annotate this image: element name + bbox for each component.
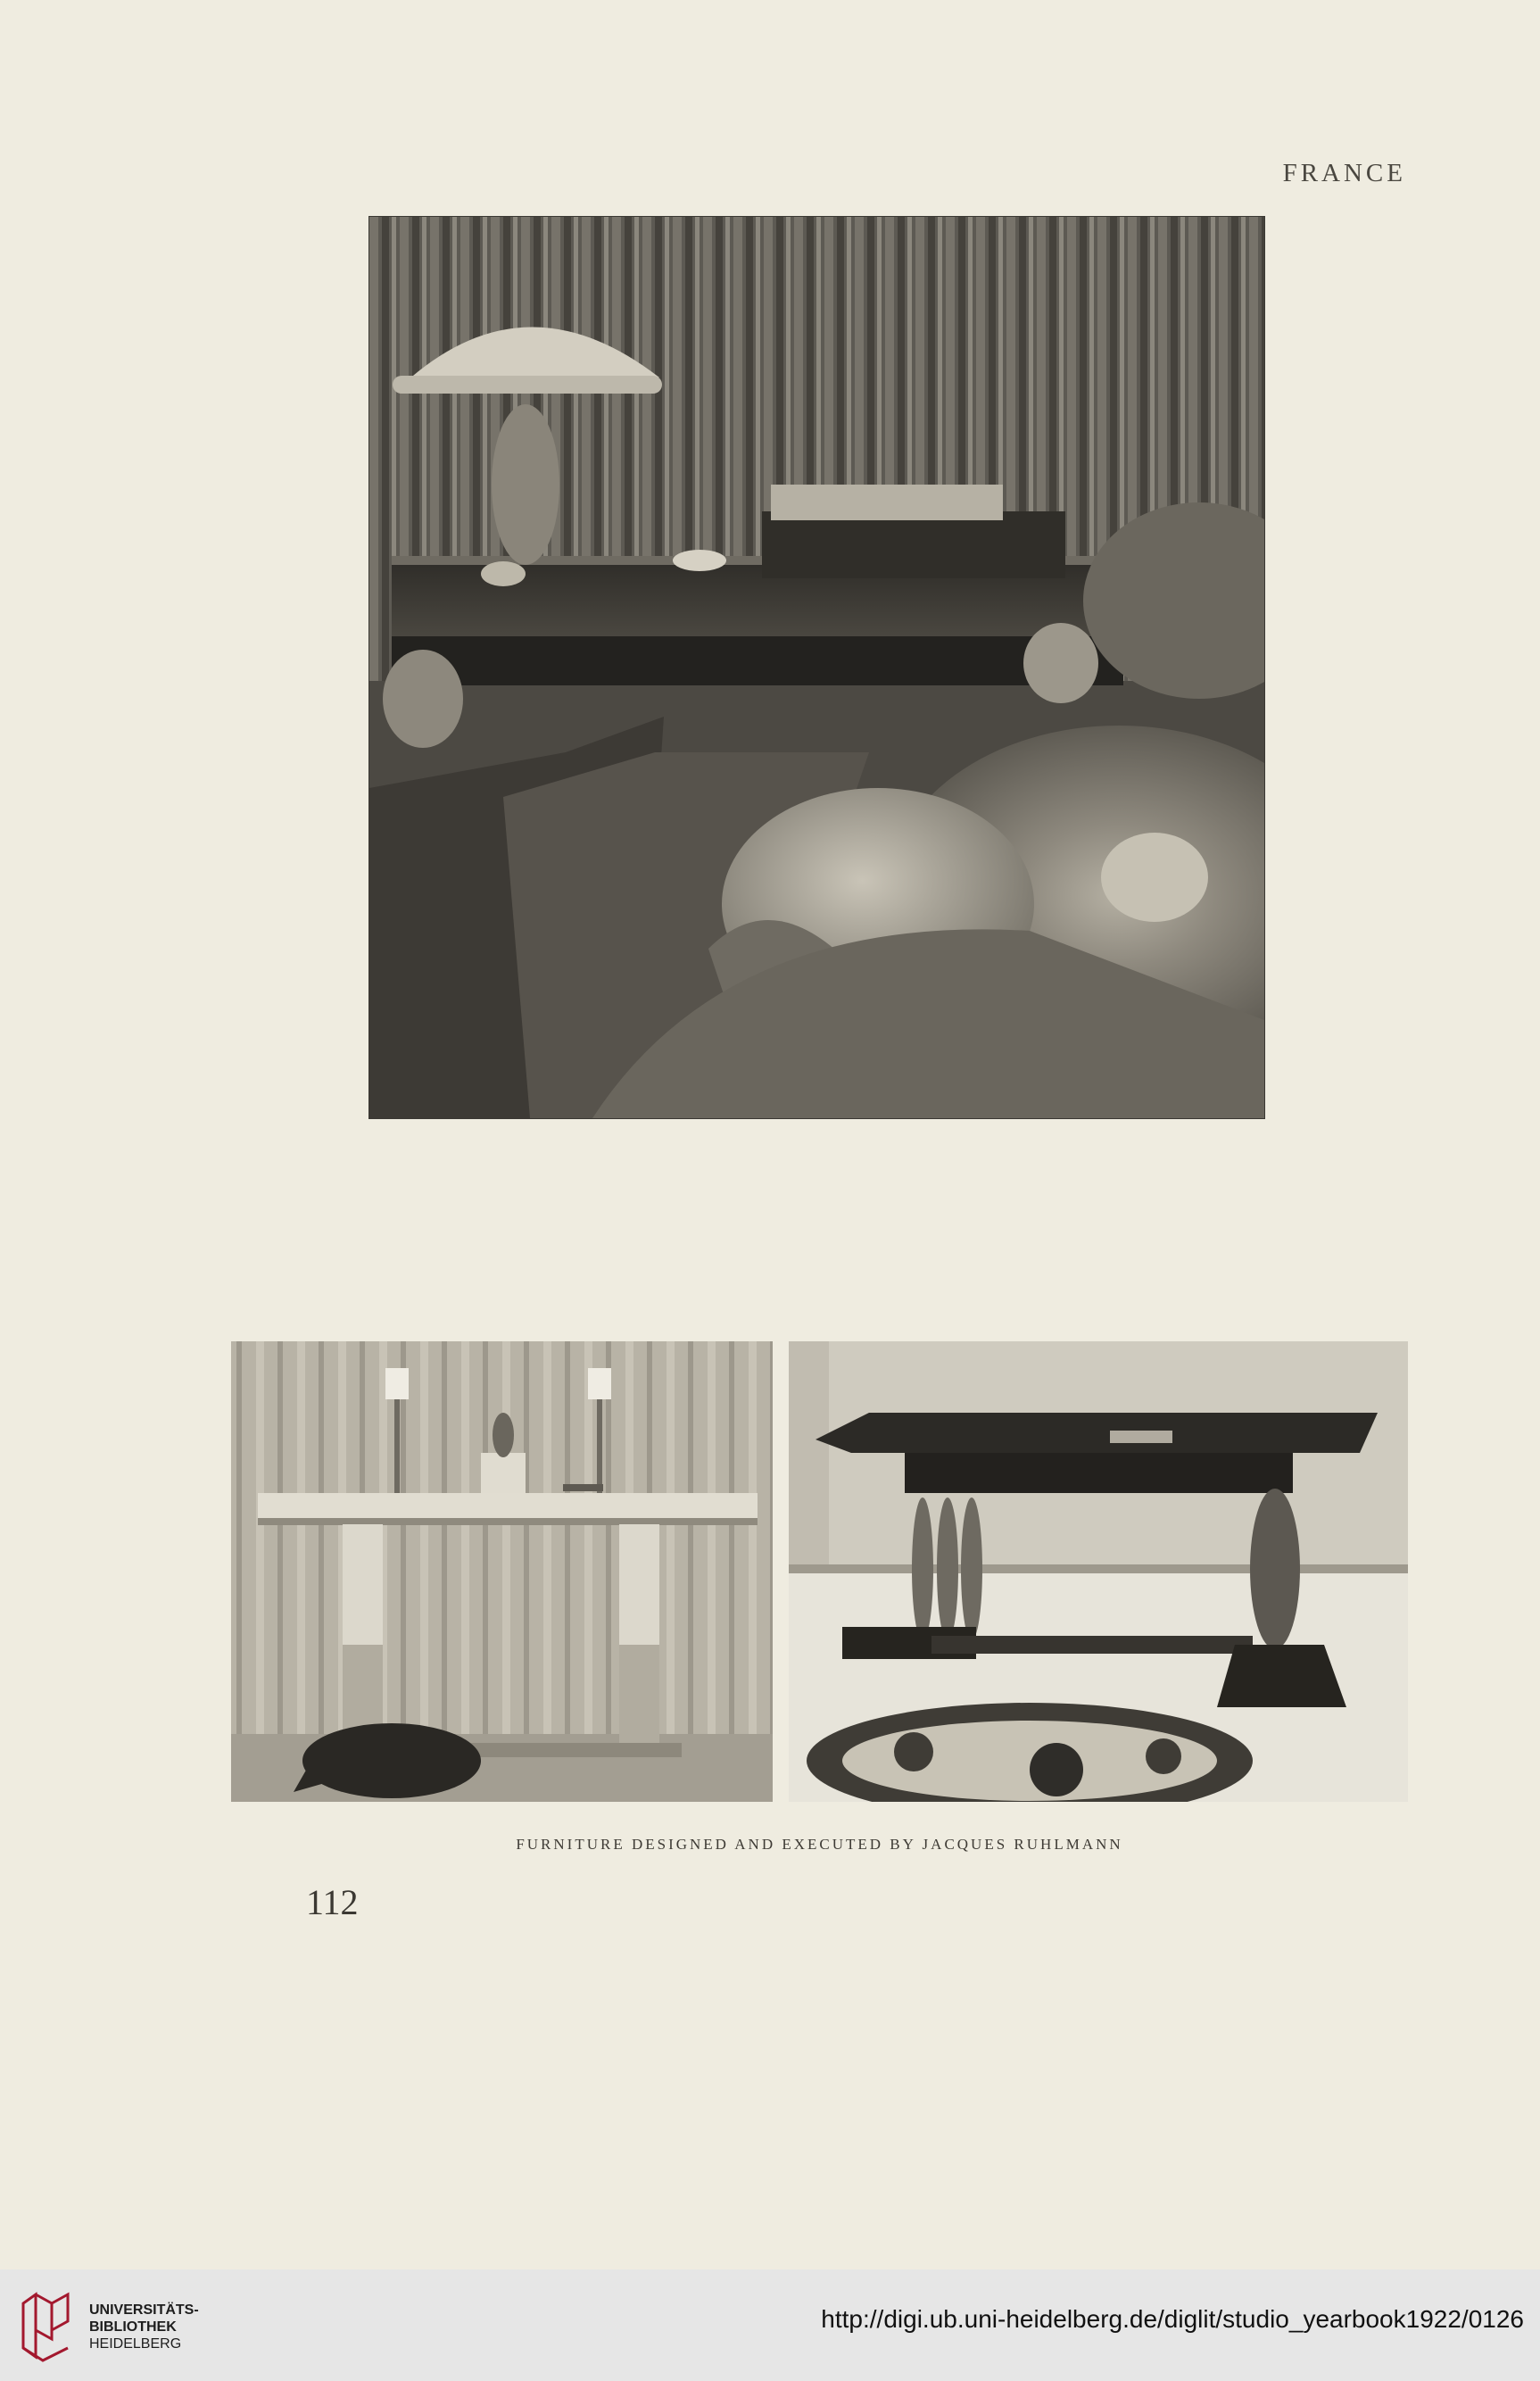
brand-line-2: BIBLIOTHEK [89, 2319, 177, 2335]
figure-caption: FURNITURE DESIGNED AND EXECUTED BY JACQUES RUHLMANN [516, 1836, 1123, 1853]
library-footer [0, 2269, 1540, 2381]
brand-line-3: HEIDELBERG [89, 2336, 182, 2352]
photo-console-table-icon [231, 1341, 773, 1802]
permalink-url[interactable]: http://digi.ub.uni-heidelberg.de/diglit/studio_yearbook1922/0126 [821, 2305, 1524, 2333]
brand-line-1: UNIVERSITÄTS- [89, 2302, 199, 2318]
photo-bottom-right-writing-table [789, 1341, 1408, 1802]
library-logo-icon [16, 2286, 79, 2366]
running-head: FRANCE [1282, 159, 1406, 187]
page-number: 112 [306, 1882, 359, 1922]
photo-sofa-lamp-table-icon [369, 217, 1264, 1118]
photo-top-sofa-and-lamp-table [369, 217, 1264, 1118]
photo-writing-table-icon [789, 1341, 1408, 1802]
library-brand [89, 2302, 199, 2352]
photo-bottom-left-console-table [231, 1341, 773, 1802]
